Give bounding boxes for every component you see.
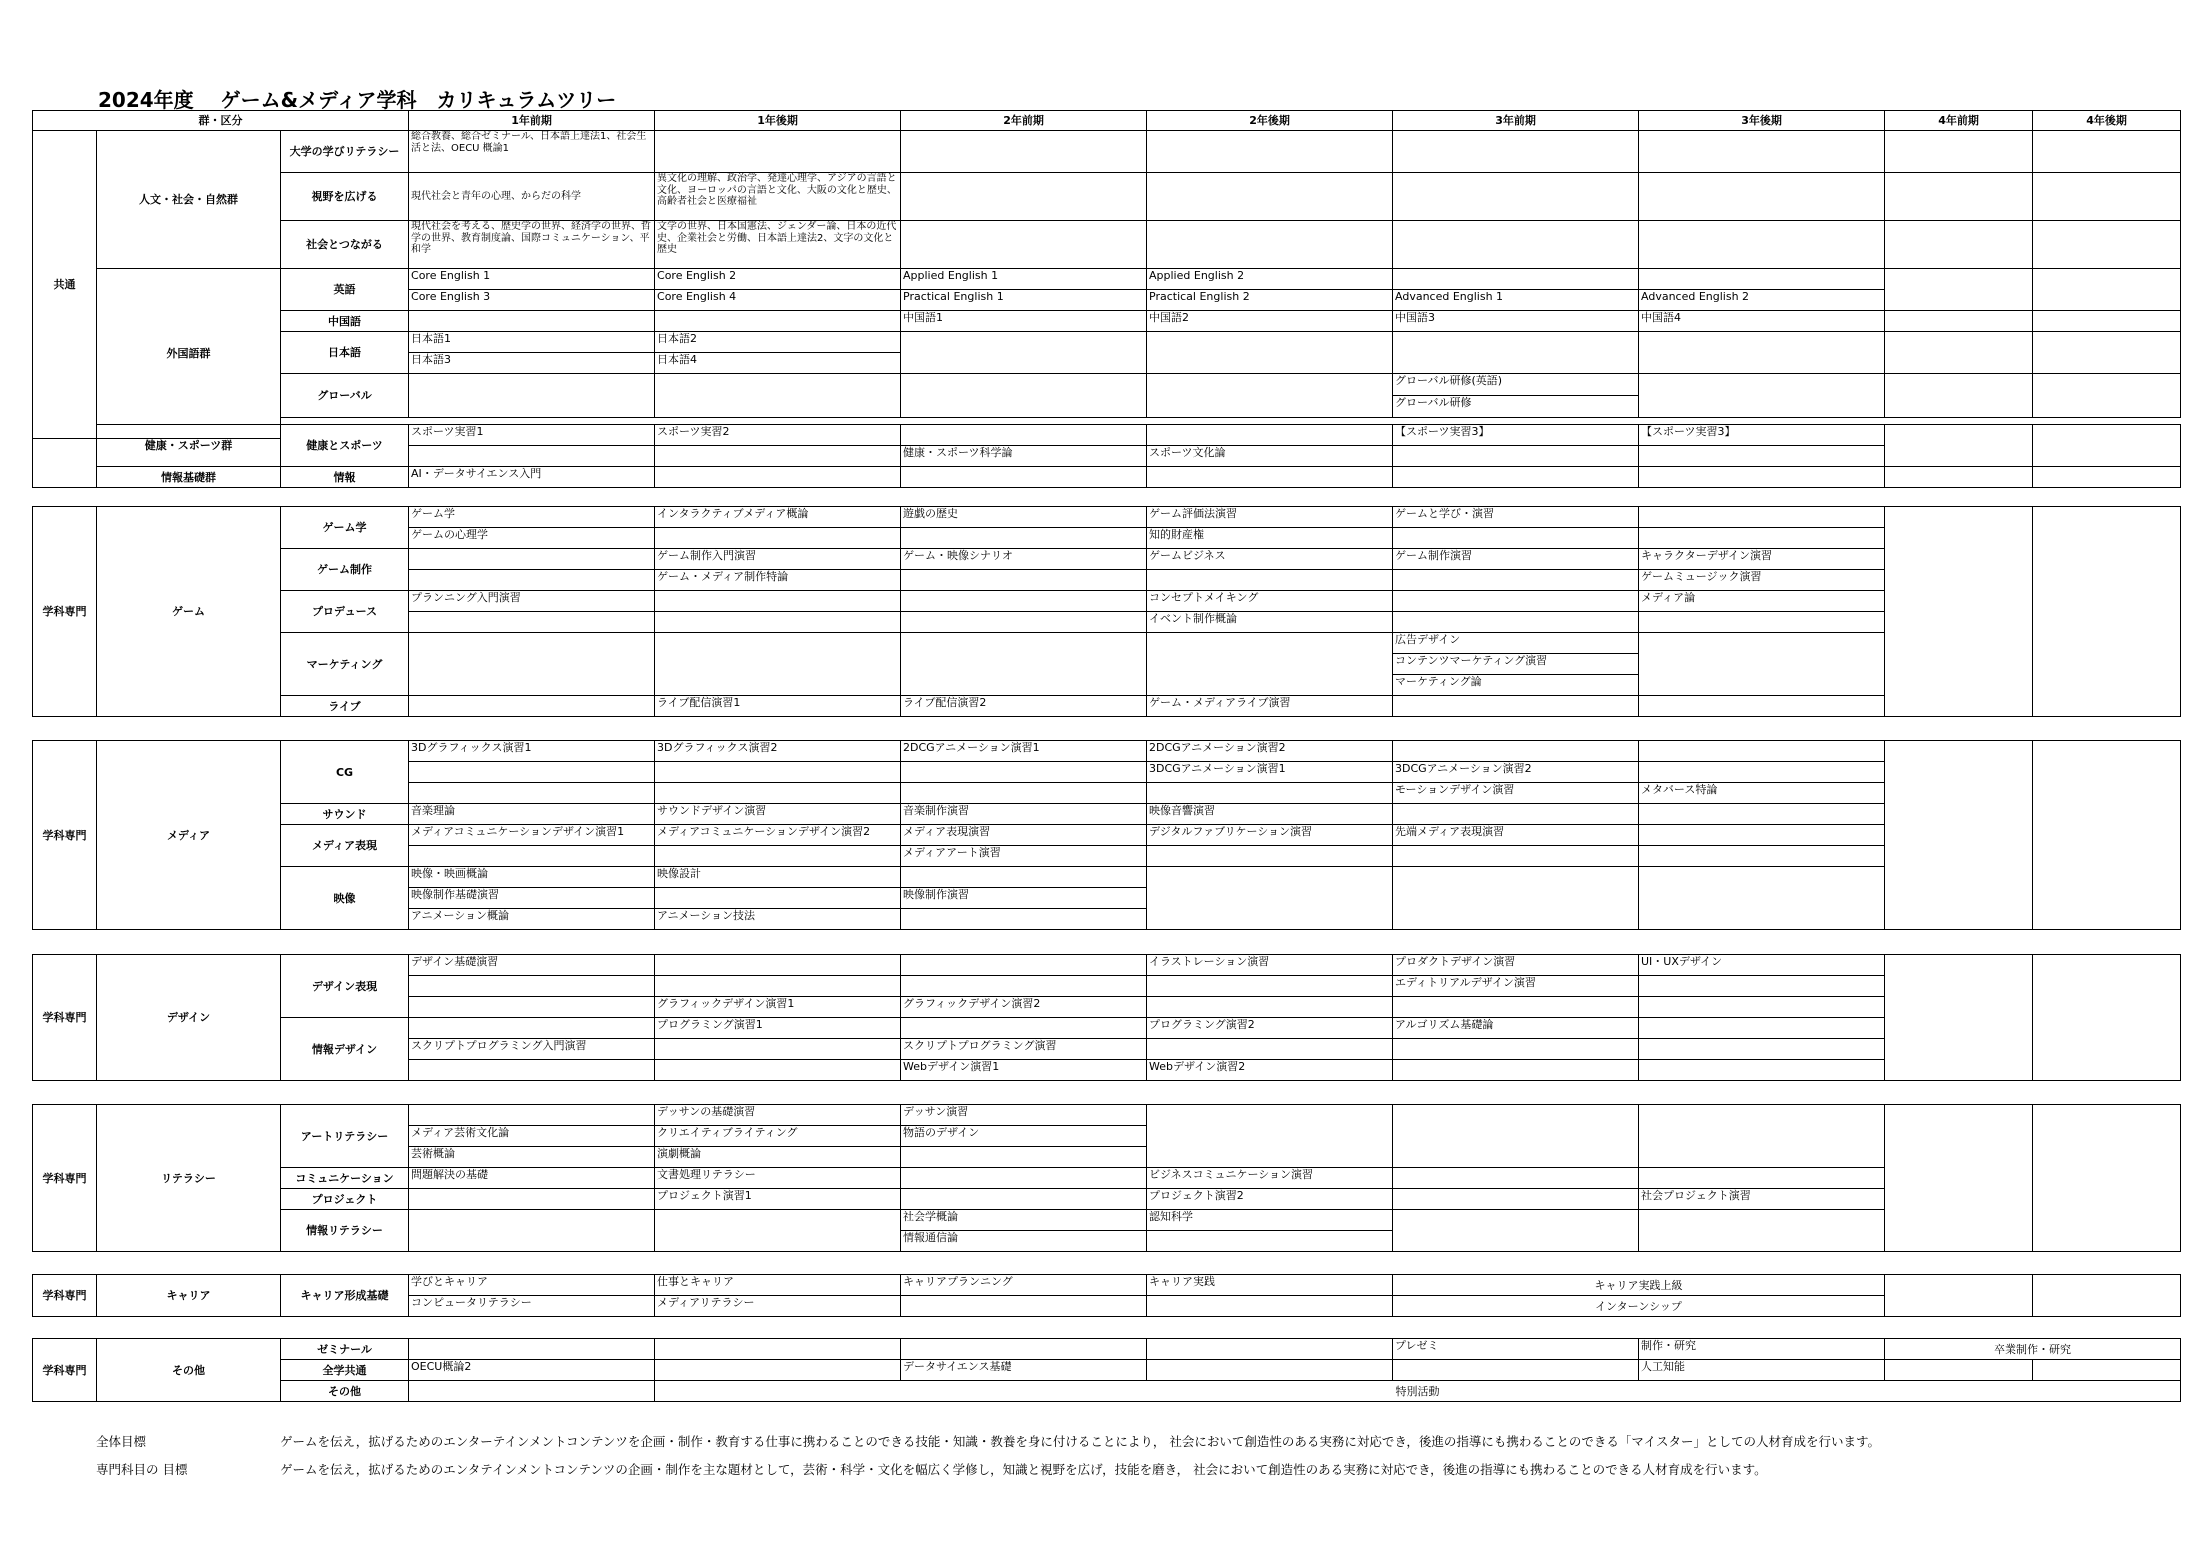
course-cell: 映像制作演習 — [901, 888, 1147, 909]
course-cell: イベント制作概論 — [1147, 612, 1393, 633]
subgroup-label: ゲーム制作 — [281, 549, 409, 591]
header-term: 2年前期 — [901, 111, 1147, 131]
course-cell: 2DCGアニメーション演習2 — [1147, 741, 1393, 762]
course-cell: 現代社会を考える、歴史学の世界、経済学の世界、哲学の世界、教育制度論、国際コミュニケーション、平和学 — [409, 221, 655, 269]
group-label: メディア — [97, 741, 281, 930]
course-cell: スクリプトプログラミング入門演習 — [409, 1039, 655, 1060]
course-cell: アルゴリズム基礎論 — [1393, 1018, 1639, 1039]
subgroup-label: サウンド — [281, 804, 409, 825]
course-cell: イラストレーション演習 — [1147, 955, 1393, 976]
course-cell: 芸術概論 — [409, 1147, 655, 1168]
course-cell: コンセプトメイキング — [1147, 591, 1393, 612]
course-cell: アニメーション概論 — [409, 909, 655, 930]
group-label: リテラシー — [97, 1105, 281, 1252]
course-cell: 広告デザイン — [1393, 633, 1639, 654]
course-cell: メディアアート演習 — [901, 846, 1147, 867]
curriculum-common-table-lower — [32, 424, 2181, 488]
group-label: ゲーム — [97, 507, 281, 717]
course-cell: ビジネスコミュニケーション演習 — [1147, 1168, 1393, 1189]
course-cell: プロダクトデザイン演習 — [1393, 955, 1639, 976]
group-label: 人文・社会・自然群 — [97, 131, 281, 269]
course-cell: Webデザイン演習2 — [1147, 1060, 1393, 1081]
course-cell: 音楽制作演習 — [901, 804, 1147, 825]
subgroup-label: ゲーム学 — [281, 507, 409, 549]
course-cell: アニメーション技法 — [655, 909, 901, 930]
course-cell: デジタルファブリケーション演習 — [1147, 825, 1393, 846]
category-label: 共通 — [33, 131, 97, 439]
course-cell: 学びとキャリア — [409, 1275, 655, 1296]
goal-label: 専門科目の 目標 — [96, 1462, 188, 1477]
course-cell: ゲームビジネス — [1147, 549, 1393, 570]
course-cell: 日本語4 — [655, 353, 901, 374]
course-cell: ゲームの心理学 — [409, 528, 655, 549]
group-label: キャリア — [97, 1275, 281, 1317]
course-cell: 人工知能 — [1639, 1360, 1885, 1381]
course-cell: 仕事とキャリア — [655, 1275, 901, 1296]
curriculum-common-table — [32, 110, 2181, 439]
course-cell: モーションデザイン演習 — [1393, 783, 1639, 804]
course-cell: グローバル研修 — [1393, 396, 1639, 418]
course-cell: Advanced English 1 — [1393, 290, 1639, 311]
goal-label: 全体目標 — [96, 1434, 147, 1449]
category-label: 学科専門 — [33, 955, 97, 1081]
course-cell: 3DCGアニメーション演習2 — [1393, 762, 1639, 783]
header-term: 1年後期 — [655, 111, 901, 131]
course-cell: 特別活動 — [655, 1381, 2181, 1402]
course-cell: 制作・研究 — [1639, 1339, 1885, 1360]
course-cell: スクリプトプログラミング演習 — [901, 1039, 1147, 1060]
course-cell: 健康・スポーツ科学論 — [901, 446, 1147, 467]
course-cell: スポーツ実習2 — [655, 425, 901, 446]
header-group: 群・区分 — [33, 111, 409, 131]
course-cell: OECU概論2 — [409, 1360, 655, 1381]
course-cell: Practical English 1 — [901, 290, 1147, 311]
course-cell: Webデザイン演習1 — [901, 1060, 1147, 1081]
course-cell: プロジェクト演習2 — [1147, 1189, 1393, 1210]
subgroup-label: 中国語 — [281, 311, 409, 332]
header-term: 1年前期 — [409, 111, 655, 131]
course-cell: Core English 1 — [409, 269, 655, 290]
course-cell: スポーツ文化論 — [1147, 446, 1393, 467]
course-cell: 社会プロジェクト演習 — [1639, 1189, 1885, 1210]
category-label: 学科専門 — [33, 1339, 97, 1402]
course-cell: ゲームと学び・演習 — [1393, 507, 1639, 528]
course-cell: 【スポーツ実習3】 — [1393, 425, 1639, 446]
course-cell: コンピュータリテラシー — [409, 1296, 655, 1317]
course-cell: キャリア実践上級 — [1393, 1275, 1885, 1296]
course-cell: 中国語1 — [901, 311, 1147, 332]
course-cell: メディア表現演習 — [901, 825, 1147, 846]
course-cell: サウンドデザイン演習 — [655, 804, 901, 825]
subgroup-label: 情報 — [281, 467, 409, 488]
subgroup-label: CG — [281, 741, 409, 804]
course-cell: プロジェクト演習1 — [655, 1189, 901, 1210]
course-cell: グラフィックデザイン演習1 — [655, 997, 901, 1018]
course-cell: エディトリアルデザイン演習 — [1393, 976, 1639, 997]
course-cell: デッサンの基礎演習 — [655, 1105, 901, 1126]
course-cell: メディアコミュニケーションデザイン演習2 — [655, 825, 901, 846]
subgroup-label: 全学共通 — [281, 1360, 409, 1381]
course-cell: プログラミング演習2 — [1147, 1018, 1393, 1039]
course-cell: ゲーム制作演習 — [1393, 549, 1639, 570]
subgroup-label: グローバル — [281, 374, 409, 418]
subgroup-label: 情報リテラシー — [281, 1210, 409, 1252]
course-cell: 映像制作基礎演習 — [409, 888, 655, 909]
category-label: 学科専門 — [33, 507, 97, 717]
course-cell: 【スポーツ実習3】 — [1639, 425, 1885, 446]
goal-text: ゲームを伝え，拡げるためのエンターテインメントコンテンツを企画・制作・教育する仕事に携わることのできる技能・知識・教養を身に付けることにより， 社会において創造性のある実務に対応でき，後進の指導にも携わることのできる「マイスター」としての人材育成を行います。 — [280, 1434, 1880, 1449]
course-cell: クリエイティブライティング — [655, 1126, 901, 1147]
curriculum-other-table — [32, 1338, 2181, 1402]
course-cell: インタラクティブメディア概論 — [655, 507, 901, 528]
course-cell: 3DCGアニメーション演習1 — [1147, 762, 1393, 783]
course-cell: プランニング入門演習 — [409, 591, 655, 612]
subgroup-label: 情報デザイン — [281, 1018, 409, 1081]
category-label: 学科専門 — [33, 741, 97, 930]
group-label: 情報基礎群 — [97, 467, 281, 488]
course-cell: 映像音響演習 — [1147, 804, 1393, 825]
subgroup-label: メディア表現 — [281, 825, 409, 867]
course-cell: 異文化の理解、政治学、発達心理学、アジアの言語と文化、ヨーロッパの言語と文化、大阪の文化と歴史、高齢者社会と医療福祉 — [655, 173, 901, 221]
course-cell: 遊戯の歴史 — [901, 507, 1147, 528]
course-cell: メディア芸術文化論 — [409, 1126, 655, 1147]
header-term: 4年後期 — [2033, 111, 2181, 131]
course-cell: メタバース特論 — [1639, 783, 1885, 804]
course-cell: Core English 3 — [409, 290, 655, 311]
course-cell: ゲーム制作入門演習 — [655, 549, 901, 570]
header-term: 2年後期 — [1147, 111, 1393, 131]
curriculum-career-table — [32, 1274, 2181, 1317]
group-label: 健康・スポーツ群 — [97, 425, 281, 467]
course-cell: 映像・映画概論 — [409, 867, 655, 888]
course-cell: Applied English 1 — [901, 269, 1147, 290]
group-label: デザイン — [97, 955, 281, 1081]
curriculum-media-table — [32, 740, 2181, 930]
course-cell: UI・UXデザイン — [1639, 955, 1885, 976]
course-cell: ゲーム学 — [409, 507, 655, 528]
course-cell: 総合教養、総合ゼミナール、日本語上達法1、社会生活と法、OECU 概論1 — [409, 131, 655, 173]
subgroup-label: キャリア形成基礎 — [281, 1275, 409, 1317]
course-cell: Practical English 2 — [1147, 290, 1393, 311]
course-cell: インターンシップ — [1393, 1296, 1885, 1317]
course-cell: 音楽理論 — [409, 804, 655, 825]
course-cell: ゲーム・メディア制作特論 — [655, 570, 901, 591]
course-cell: デッサン演習 — [901, 1105, 1147, 1126]
header-term: 3年後期 — [1639, 111, 1885, 131]
course-cell: 先端メディア表現演習 — [1393, 825, 1639, 846]
header-term: 3年前期 — [1393, 111, 1639, 131]
course-cell: ゲームミュージック演習 — [1639, 570, 1885, 591]
header-row — [33, 111, 2181, 131]
subgroup-label: 映像 — [281, 867, 409, 930]
course-cell: 日本語1 — [409, 332, 655, 353]
course-cell: コンテンツマーケティング演習 — [1393, 654, 1639, 675]
specialty-goal — [96, 1460, 1767, 1478]
course-cell: 社会学概論 — [901, 1210, 1147, 1231]
subgroup-label: ライブ — [281, 696, 409, 717]
category-label: 学科専門 — [33, 1105, 97, 1252]
course-cell: キャラクターデザイン演習 — [1639, 549, 1885, 570]
subgroup-label: マーケティング — [281, 633, 409, 696]
curriculum-design-table — [32, 954, 2181, 1081]
course-cell: メディアリテラシー — [655, 1296, 901, 1317]
course-cell: 3Dグラフィックス演習2 — [655, 741, 901, 762]
subgroup-label: コミュニケーション — [281, 1168, 409, 1189]
course-cell: メディアコミュニケーションデザイン演習1 — [409, 825, 655, 846]
course-cell: 問題解決の基礎 — [409, 1168, 655, 1189]
course-cell: グラフィックデザイン演習2 — [901, 997, 1147, 1018]
header-term: 4年前期 — [1885, 111, 2033, 131]
course-cell: メディア論 — [1639, 591, 1885, 612]
course-cell: ライブ配信演習2 — [901, 696, 1147, 717]
course-cell: マーケティング論 — [1393, 675, 1639, 696]
subgroup-label: 英語 — [281, 269, 409, 311]
course-cell: 物語のデザイン — [901, 1126, 1147, 1147]
course-cell: Applied English 2 — [1147, 269, 1393, 290]
course-cell: 映像設計 — [655, 867, 901, 888]
subgroup-label: 日本語 — [281, 332, 409, 374]
subgroup-label: 社会とつながる — [281, 221, 409, 269]
course-cell: データサイエンス基礎 — [901, 1360, 1147, 1381]
course-cell: Core English 2 — [655, 269, 901, 290]
group-label: 外国語群 — [97, 269, 281, 439]
course-cell: 卒業制作・研究 — [1885, 1339, 2181, 1360]
course-cell: 知的財産権 — [1147, 528, 1393, 549]
subgroup-label: 健康とスポーツ — [281, 425, 409, 467]
course-cell: ライブ配信演習1 — [655, 696, 901, 717]
course-cell: ゲーム・映像シナリオ — [901, 549, 1147, 570]
page-title: 2024年度 ゲーム&メディア学科 カリキュラムツリー — [98, 88, 617, 112]
course-cell: プログラミング演習1 — [655, 1018, 901, 1039]
course-cell: グローバル研修(英語) — [1393, 374, 1639, 396]
course-cell: 中国語4 — [1639, 311, 1885, 332]
course-cell: AI・データサイエンス入門 — [409, 467, 655, 488]
curriculum-literacy-table — [32, 1104, 2181, 1252]
course-cell: Core English 4 — [655, 290, 901, 311]
category-label: 学科専門 — [33, 1275, 97, 1317]
course-cell: 演劇概論 — [655, 1147, 901, 1168]
subgroup-label: 視野を広げる — [281, 173, 409, 221]
subgroup-label: アートリテラシー — [281, 1105, 409, 1168]
subgroup-label: デザイン表現 — [281, 955, 409, 1018]
course-cell: キャリア実践 — [1147, 1275, 1393, 1296]
course-cell: プレゼミ — [1393, 1339, 1639, 1360]
course-cell: 3Dグラフィックス演習1 — [409, 741, 655, 762]
curriculum-game-table — [32, 506, 2181, 717]
subgroup-label: ゼミナール — [281, 1339, 409, 1360]
course-cell: デザイン基礎演習 — [409, 955, 655, 976]
course-cell: 日本語2 — [655, 332, 901, 353]
course-cell: Advanced English 2 — [1639, 290, 1885, 311]
course-cell: 情報通信論 — [901, 1231, 1147, 1252]
course-cell: 中国語3 — [1393, 311, 1639, 332]
subgroup-label: その他 — [281, 1381, 409, 1402]
course-cell: 認知科学 — [1147, 1210, 1393, 1231]
course-cell: 現代社会と青年の心理、からだの科学 — [409, 173, 655, 221]
subgroup-label: プロジェクト — [281, 1189, 409, 1210]
group-label: その他 — [97, 1339, 281, 1402]
subgroup-label: プロデュース — [281, 591, 409, 633]
course-cell: ゲーム評価法演習 — [1147, 507, 1393, 528]
course-cell: 2DCGアニメーション演習1 — [901, 741, 1147, 762]
course-cell: 中国語2 — [1147, 311, 1393, 332]
course-cell: キャリアプランニング — [901, 1275, 1147, 1296]
course-cell: スポーツ実習1 — [409, 425, 655, 446]
course-cell: ゲーム・メディアライブ演習 — [1147, 696, 1393, 717]
course-cell: 文学の世界、日本国憲法、ジェンダー論、日本の近代史、企業社会と労働、日本語上達法2、文字の文化と歴史 — [655, 221, 901, 269]
course-cell: 文書処理リテラシー — [655, 1168, 901, 1189]
course-cell: 日本語3 — [409, 353, 655, 374]
goal-text: ゲームを伝え，拡げるためのエンタテインメントコンテンツの企画・制作を主な題材として，芸術・科学・文化を幅広く学修し，知識と視野を広げ，技能を磨き， 社会において創造性のある実務に対応でき，後進の指導にも携わることのできる人材育成を行います。 — [280, 1462, 1767, 1477]
subgroup-label: 大学の学びリテラシー — [281, 131, 409, 173]
overall-goal — [96, 1432, 1880, 1450]
